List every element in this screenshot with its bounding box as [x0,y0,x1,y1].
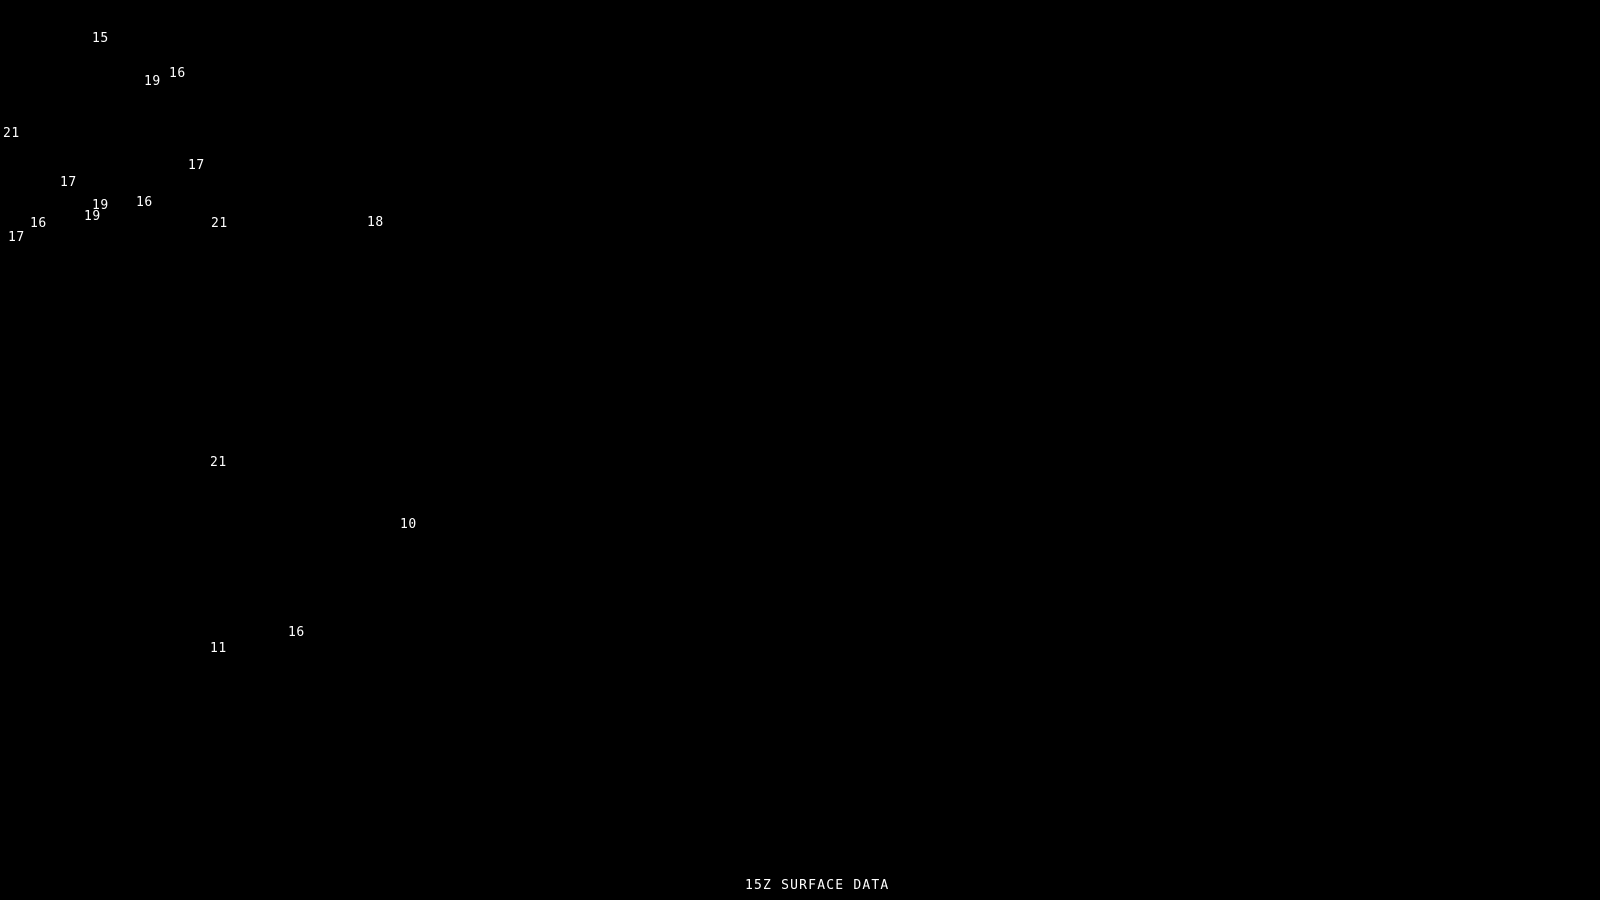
station-observation: 16 [30,216,47,231]
station-observation: 11 [210,641,227,656]
station-observation: 21 [210,455,227,470]
station-observation: 17 [8,230,25,245]
station-observation: 19 [92,198,109,213]
station-observation: 16 [288,625,305,640]
station-observation: 18 [367,215,384,230]
map-caption: 15Z SURFACE DATA [745,878,890,893]
station-observation: 19 [144,74,161,89]
station-observation: 17 [188,158,205,173]
station-observation: 17 [60,175,77,190]
station-observation: 21 [3,126,20,141]
station-observation: 16 [136,195,153,210]
station-observation: 15 [92,31,109,46]
station-observation: 16 [169,66,186,81]
station-observation: 21 [211,216,228,231]
station-observation: 10 [400,517,417,532]
station-observation: 19 [84,209,101,224]
